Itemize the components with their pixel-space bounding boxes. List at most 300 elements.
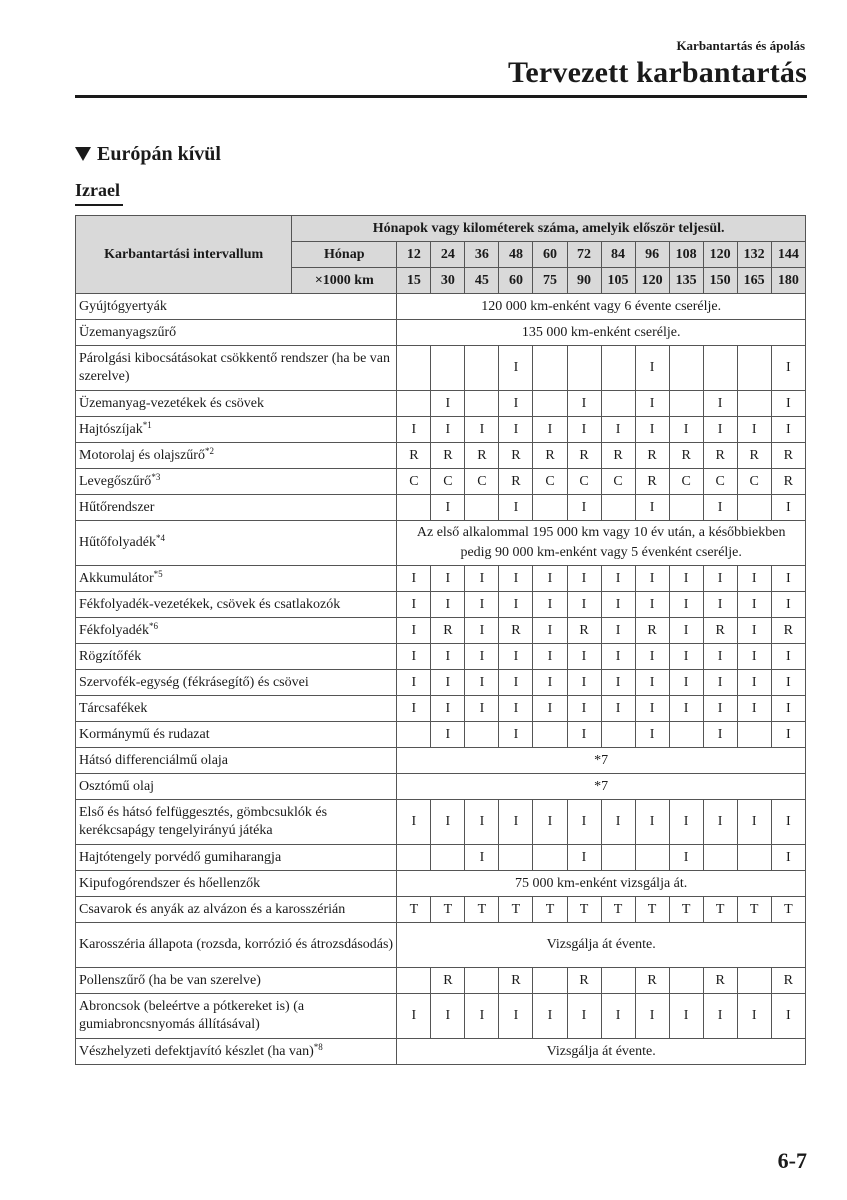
interval-cell: I <box>601 696 635 722</box>
interval-cell: I <box>533 417 567 443</box>
interval-cell: T <box>635 897 669 923</box>
row-label <box>76 469 397 495</box>
interval-cell: I <box>771 994 805 1039</box>
interval-cell <box>601 968 635 994</box>
km-label: ×1000 km <box>292 268 397 294</box>
interval-cell: R <box>431 968 465 994</box>
interval-cell: I <box>771 722 805 748</box>
footnote-marker: *6 <box>148 620 158 631</box>
interval-cell: T <box>431 897 465 923</box>
row-label <box>76 346 397 391</box>
interval-cell: R <box>431 443 465 469</box>
interval-cell: I <box>567 566 601 592</box>
table-row <box>76 320 806 346</box>
interval-cell <box>465 722 499 748</box>
interval-cell: I <box>533 696 567 722</box>
interval-cell: T <box>669 897 703 923</box>
km-value: 105 <box>601 268 635 294</box>
row-label <box>76 774 397 800</box>
interval-cell <box>465 391 499 417</box>
month-value: 60 <box>533 242 567 268</box>
table-row <box>76 495 806 521</box>
maintenance-table <box>75 215 806 1065</box>
interval-cell: I <box>533 566 567 592</box>
interval-cell: I <box>669 670 703 696</box>
interval-cell: I <box>465 994 499 1039</box>
table-row <box>76 1039 806 1065</box>
interval-cell: R <box>499 968 533 994</box>
interval-cell: I <box>703 495 737 521</box>
interval-cell: R <box>771 968 805 994</box>
interval-cell <box>533 391 567 417</box>
interval-cell: C <box>669 469 703 495</box>
month-value: 120 <box>703 242 737 268</box>
interval-cell: R <box>499 618 533 644</box>
interval-cell: C <box>465 469 499 495</box>
interval-cell: T <box>771 897 805 923</box>
interval-cell: T <box>499 897 533 923</box>
interval-cell: I <box>533 994 567 1039</box>
interval-cell <box>737 968 771 994</box>
interval-cell: C <box>567 469 601 495</box>
interval-cell: I <box>499 592 533 618</box>
footnote-marker: *5 <box>153 568 163 579</box>
interval-cell <box>533 722 567 748</box>
row-label-text: Üzemanyagszűrő <box>79 324 177 340</box>
interval-cell <box>601 391 635 417</box>
row-label <box>76 1039 397 1065</box>
table-row <box>76 748 806 774</box>
row-span-note: 75 000 km-enként vizsgálja át. <box>397 871 806 897</box>
month-value: 132 <box>737 242 771 268</box>
interval-cell: I <box>771 696 805 722</box>
interval-cell: I <box>431 495 465 521</box>
km-value: 45 <box>465 268 499 294</box>
row-label-text: Tárcsafékek <box>79 700 148 716</box>
interval-cell: T <box>567 897 601 923</box>
table-row <box>76 346 806 391</box>
interval-cell: I <box>771 845 805 871</box>
subsection-title: Európán kívül <box>97 143 221 165</box>
interval-cell: I <box>567 644 601 670</box>
interval-cell: I <box>771 566 805 592</box>
interval-cell: I <box>397 417 431 443</box>
interval-cell <box>737 346 771 391</box>
interval-cell: R <box>567 968 601 994</box>
interval-cell: I <box>499 696 533 722</box>
row-label-text: Fékfolyadék-vezetékek, csövek és csatlakozók <box>79 596 341 612</box>
row-label <box>76 443 397 469</box>
interval-cell: I <box>431 592 465 618</box>
month-value: 36 <box>465 242 499 268</box>
interval-cell: I <box>397 618 431 644</box>
row-label <box>76 968 397 994</box>
interval-cell: I <box>533 800 567 845</box>
interval-cell: I <box>635 566 669 592</box>
month-value: 96 <box>635 242 669 268</box>
row-label <box>76 670 397 696</box>
km-value: 120 <box>635 268 669 294</box>
interval-cell: I <box>397 670 431 696</box>
row-label-text: Első és hátsó felfüggesztés, gömbcsuklók és kerékcsapágy tengelyirányú játéka <box>79 805 328 838</box>
interval-cell: I <box>669 644 703 670</box>
footnote-marker: *4 <box>155 533 165 543</box>
interval-cell: I <box>635 495 669 521</box>
interval-cell: I <box>567 722 601 748</box>
interval-cell: I <box>397 800 431 845</box>
interval-cell: I <box>465 592 499 618</box>
interval-cell: I <box>431 696 465 722</box>
interval-cell: T <box>465 897 499 923</box>
interval-cell: T <box>737 897 771 923</box>
row-label <box>76 845 397 871</box>
interval-cell: I <box>635 391 669 417</box>
table-row <box>76 618 806 644</box>
row-label <box>76 800 397 845</box>
interval-cell: I <box>465 644 499 670</box>
interval-cell: I <box>669 592 703 618</box>
interval-cell: I <box>499 495 533 521</box>
table-row <box>76 521 806 566</box>
table-row <box>76 670 806 696</box>
interval-cell: I <box>465 566 499 592</box>
interval-cell: I <box>737 644 771 670</box>
row-label-text: Hajtószíjak <box>79 421 143 437</box>
table-row <box>76 897 806 923</box>
row-label-text: Hűtőrendszer <box>79 499 155 515</box>
table-row <box>76 443 806 469</box>
table-row <box>76 644 806 670</box>
interval-cell: I <box>499 346 533 391</box>
interval-cell: I <box>635 670 669 696</box>
interval-cell: I <box>397 644 431 670</box>
interval-cell <box>737 391 771 417</box>
interval-cell: I <box>397 994 431 1039</box>
interval-cell <box>669 495 703 521</box>
interval-cell: I <box>635 644 669 670</box>
row-label <box>76 618 397 644</box>
row-span-note: *7 <box>397 748 806 774</box>
interval-cell: R <box>703 443 737 469</box>
interval-cell <box>601 495 635 521</box>
interval-cell: I <box>431 391 465 417</box>
interval-cell: R <box>635 968 669 994</box>
table-row <box>76 696 806 722</box>
interval-cell: I <box>771 670 805 696</box>
table-row <box>76 923 806 968</box>
interval-cell: I <box>431 722 465 748</box>
interval-cell: R <box>397 443 431 469</box>
interval-cell: R <box>567 618 601 644</box>
interval-cell: R <box>771 618 805 644</box>
row-span-note: Vizsgálja át évente. <box>397 1039 806 1065</box>
interval-cell: I <box>499 722 533 748</box>
row-label-text: Csavarok és anyák az alvázon és a karosszérián <box>79 901 346 917</box>
interval-cell: I <box>703 566 737 592</box>
row-label <box>76 495 397 521</box>
row-label-text: Párolgási kibocsátásokat csökkentő rendszer (ha be van szerelve) <box>79 351 391 384</box>
interval-cell: I <box>397 592 431 618</box>
page-number: 6-7 <box>777 1148 807 1173</box>
row-span-note: Az első alkalommal 195 000 km vagy 10 év után, a későbbiekben pedig 90 000 km-enként vagy 5 évenként cserélje. <box>397 521 806 566</box>
page-title: Tervezett karbantartás <box>507 56 807 89</box>
footnote-marker: *3 <box>151 471 161 482</box>
interval-cell: I <box>431 994 465 1039</box>
km-value: 15 <box>397 268 431 294</box>
interval-cell: C <box>737 469 771 495</box>
interval-cell: I <box>431 800 465 845</box>
interval-cell: C <box>431 469 465 495</box>
interval-cell: I <box>397 696 431 722</box>
interval-cell: I <box>465 696 499 722</box>
row-span-note: Vizsgálja át évente. <box>397 923 806 968</box>
interval-cell: I <box>669 800 703 845</box>
table-row <box>76 722 806 748</box>
region-underline <box>75 204 123 206</box>
interval-cell: T <box>601 897 635 923</box>
interval-cell: I <box>703 722 737 748</box>
interval-cell: I <box>567 417 601 443</box>
interval-cell: I <box>703 670 737 696</box>
interval-cell: I <box>669 845 703 871</box>
row-label <box>76 923 397 968</box>
row-label-text: Hátsó differenciálmű olaja <box>79 752 229 768</box>
interval-cell <box>601 845 635 871</box>
row-label-text: Motorolaj és olajszűrő <box>79 447 205 463</box>
table-row <box>76 845 806 871</box>
section-kicker: Karbantartás és ápolás <box>676 38 805 53</box>
interval-cell: T <box>397 897 431 923</box>
interval-cell: I <box>465 618 499 644</box>
interval-cell: I <box>737 618 771 644</box>
interval-cell: I <box>669 417 703 443</box>
interval-cell: R <box>601 443 635 469</box>
interval-cell: I <box>703 592 737 618</box>
table-row <box>76 592 806 618</box>
table-row <box>76 994 806 1039</box>
interval-cell: C <box>533 469 567 495</box>
interval-cell: I <box>635 722 669 748</box>
interval-cell: I <box>703 644 737 670</box>
interval-cell <box>635 845 669 871</box>
row-label-text: Rögzítőfék <box>79 648 142 664</box>
table-row <box>76 968 806 994</box>
km-value: 180 <box>771 268 805 294</box>
interval-cell: I <box>771 391 805 417</box>
row-span-note: *7 <box>397 774 806 800</box>
interval-cell: I <box>431 670 465 696</box>
interval-cell: T <box>703 897 737 923</box>
interval-cell: I <box>669 696 703 722</box>
interval-cell: I <box>465 417 499 443</box>
interval-cell <box>669 391 703 417</box>
row-label-text: Fékfolyadék <box>79 622 149 638</box>
km-value: 135 <box>669 268 703 294</box>
km-value: 90 <box>567 268 601 294</box>
interval-cell: I <box>533 592 567 618</box>
subsection-heading <box>75 143 221 166</box>
row-label <box>76 722 397 748</box>
interval-cell: R <box>465 443 499 469</box>
month-value: 84 <box>601 242 635 268</box>
interval-cell: R <box>499 469 533 495</box>
interval-cell: I <box>737 994 771 1039</box>
interval-cell <box>465 968 499 994</box>
interval-cell: I <box>703 696 737 722</box>
km-value: 60 <box>499 268 533 294</box>
triangle-down-icon <box>75 147 91 161</box>
interval-cell: I <box>771 644 805 670</box>
interval-cell: I <box>635 346 669 391</box>
interval-cell: I <box>737 417 771 443</box>
interval-cell <box>533 968 567 994</box>
month-value: 144 <box>771 242 805 268</box>
interval-cell <box>567 346 601 391</box>
km-value: 30 <box>431 268 465 294</box>
interval-cell <box>669 968 703 994</box>
interval-cell: I <box>465 670 499 696</box>
interval-cell: I <box>601 644 635 670</box>
interval-cell: I <box>601 800 635 845</box>
month-value: 24 <box>431 242 465 268</box>
interval-cell <box>533 346 567 391</box>
interval-cell: I <box>635 696 669 722</box>
interval-cell: I <box>669 618 703 644</box>
interval-cell: I <box>567 800 601 845</box>
row-label-text: Gyújtógyertyák <box>79 298 167 314</box>
month-value: 12 <box>397 242 431 268</box>
interval-cell <box>397 845 431 871</box>
interval-cell: I <box>431 417 465 443</box>
interval-cell <box>601 722 635 748</box>
interval-cell <box>431 845 465 871</box>
month-label: Hónap <box>292 242 397 268</box>
interval-cell: I <box>533 644 567 670</box>
span-header: Hónapok vagy kilométerek száma, amelyik először teljesül. <box>292 216 806 242</box>
interval-cell: I <box>771 417 805 443</box>
interval-cell: I <box>567 994 601 1039</box>
interval-header: Karbantartási intervallum <box>76 216 292 294</box>
interval-cell: R <box>703 968 737 994</box>
interval-cell <box>669 346 703 391</box>
interval-cell: R <box>771 443 805 469</box>
interval-cell: I <box>567 592 601 618</box>
interval-cell: I <box>669 566 703 592</box>
interval-cell: C <box>397 469 431 495</box>
interval-cell: R <box>635 443 669 469</box>
table-row <box>76 417 806 443</box>
table-row <box>76 871 806 897</box>
row-label <box>76 696 397 722</box>
interval-cell: I <box>465 845 499 871</box>
table-body <box>76 294 806 1065</box>
interval-cell: R <box>737 443 771 469</box>
interval-cell <box>703 346 737 391</box>
region-heading: Izrael <box>75 180 120 200</box>
interval-cell <box>669 722 703 748</box>
interval-cell: I <box>567 845 601 871</box>
interval-cell: I <box>737 800 771 845</box>
table-header <box>76 216 806 294</box>
footnote-marker: *1 <box>142 419 152 430</box>
row-label-text: Kormánymű és rudazat <box>79 726 210 742</box>
interval-cell <box>397 495 431 521</box>
interval-cell: I <box>601 592 635 618</box>
interval-cell <box>737 722 771 748</box>
interval-cell: R <box>703 618 737 644</box>
row-label <box>76 644 397 670</box>
interval-cell: I <box>499 670 533 696</box>
interval-cell: I <box>669 994 703 1039</box>
row-label-text: Hűtőfolyadék <box>79 535 156 550</box>
interval-cell: I <box>601 618 635 644</box>
row-label <box>76 994 397 1039</box>
interval-cell: I <box>533 618 567 644</box>
row-label-text: Osztómű olaj <box>79 778 155 794</box>
interval-cell: I <box>771 800 805 845</box>
interval-cell: I <box>567 696 601 722</box>
interval-cell: R <box>635 469 669 495</box>
interval-cell: I <box>737 566 771 592</box>
interval-cell: I <box>499 391 533 417</box>
interval-cell <box>397 722 431 748</box>
row-label <box>76 592 397 618</box>
interval-cell: I <box>499 800 533 845</box>
row-label <box>76 521 397 566</box>
interval-cell: I <box>567 391 601 417</box>
row-label-text: Üzemanyag-vezetékek és csövek <box>79 395 265 411</box>
interval-cell: I <box>635 994 669 1039</box>
row-label-text: Szervofék-egység (fékrásegítő) és csövei <box>79 674 309 690</box>
interval-cell: I <box>771 592 805 618</box>
interval-cell <box>465 495 499 521</box>
interval-cell: R <box>533 443 567 469</box>
interval-cell <box>703 845 737 871</box>
interval-cell: C <box>703 469 737 495</box>
table-row <box>76 294 806 320</box>
row-label <box>76 871 397 897</box>
interval-cell: I <box>431 644 465 670</box>
interval-cell <box>465 346 499 391</box>
interval-cell: R <box>669 443 703 469</box>
interval-cell: I <box>499 994 533 1039</box>
row-label-text: Abroncsok (beleértve a pótkereket is) (a gumiabroncsnyomás állításával) <box>79 999 305 1032</box>
interval-cell: I <box>601 566 635 592</box>
interval-cell: I <box>703 417 737 443</box>
footnote-marker: *8 <box>313 1041 323 1052</box>
interval-cell <box>737 495 771 521</box>
interval-cell <box>533 845 567 871</box>
interval-cell <box>601 346 635 391</box>
month-value: 48 <box>499 242 533 268</box>
km-value: 165 <box>737 268 771 294</box>
interval-cell <box>397 391 431 417</box>
interval-cell <box>397 968 431 994</box>
row-label-text: Vészhelyzeti defektjavító készlet (ha van) <box>79 1043 314 1059</box>
interval-cell <box>533 495 567 521</box>
interval-cell: I <box>465 800 499 845</box>
row-span-note: 120 000 km-enként vagy 6 évente cserélje. <box>397 294 806 320</box>
interval-cell: I <box>601 994 635 1039</box>
row-label-text: Karosszéria állapota (rozsda, korrózió és átrozsdásodás) <box>79 937 394 952</box>
row-label <box>76 294 397 320</box>
table-row <box>76 774 806 800</box>
interval-cell: I <box>703 391 737 417</box>
interval-cell <box>397 346 431 391</box>
interval-cell: I <box>771 495 805 521</box>
interval-cell <box>737 845 771 871</box>
interval-cell: I <box>397 566 431 592</box>
